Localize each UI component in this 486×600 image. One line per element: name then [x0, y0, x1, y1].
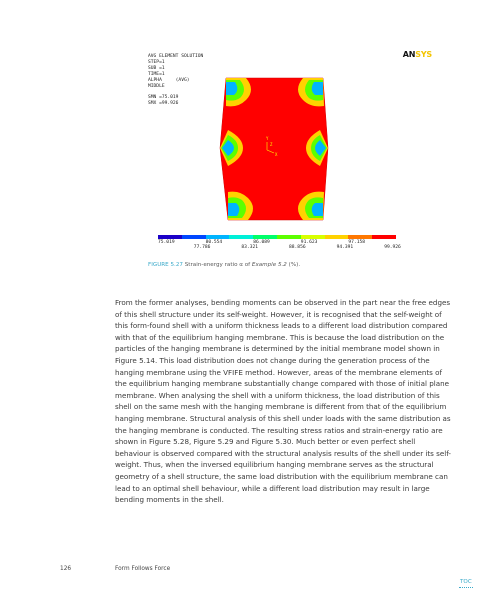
colorbar-swatch	[348, 235, 372, 239]
colorbar-bottom-label: 83.321	[241, 245, 258, 250]
colorbar-swatch	[253, 235, 277, 239]
contour-plot	[148, 50, 448, 235]
colorbar-bottom-label: 94.391	[336, 245, 354, 250]
body-paragraph: From the former analyses, bending moments can be observed in the part near the free edges of this shell structure under its self-weight. However, it is recognised that the self-weight of this form-found shell with a uniform thickness leads to a different load distribution compared with that of the equilibrium hanging membrane. This is because the load distribution on the particles of the hanging membrane is determined by the initial membrane model shown in Figure 5.14. This load distribution does not change during the generation process of the hanging membrane using the VFIFE method. However, areas of the membrane elements of the equilibrium hanging membrane substantially change compared with those of initial plane membrane. When analysing the shell with a uniform thickness, the load distribution of this shell on the same mesh with the hanging membrane is different from that of the equilibrium hanging membrane. Structural analysis of this shell under loads with the same distribution as the hanging membrane is conducted. The resulting stress ratios and strain-energy ratio are shown in Figure 5.28, Figure 5.29 and Figure 5.30. Much better or even perfect shell behaviour is observed compared with the structural analysis results of the shell under its self-weight. Thus, when the inversed equilibrium hanging membrane serves as the structural geometry of a shell structure, the same load distribution with the equilibrium membrane can lead to an optimal shell behaviour, while a different load distribution may result in large bending moments in the shell.	[115, 298, 451, 505]
annotation-line: STEP=1	[148, 59, 165, 65]
toc-underline	[459, 587, 473, 588]
annotation-line: TIME=1	[148, 71, 165, 77]
axis-y-label: Y	[266, 136, 269, 141]
ansys-logo: ANSYS	[402, 50, 432, 59]
caption-suffix: (%).	[288, 262, 301, 268]
colorbar-swatch	[206, 235, 230, 239]
colorbar-bottom-label: 77.786	[193, 245, 211, 250]
body-text	[115, 297, 453, 506]
colorbar-swatch	[372, 235, 396, 239]
annotation-line: SUB =1	[148, 65, 165, 71]
colorbar-top-label: 86.089	[253, 240, 270, 245]
annotation-line: SMN =75.019	[148, 95, 179, 101]
ansys-contour-figure	[148, 50, 448, 258]
figure-caption	[148, 262, 300, 268]
annotation-line: ALPHA (AVG)	[148, 77, 190, 83]
toc-link[interactable]: TOC	[460, 579, 472, 585]
colorbar-swatch	[229, 235, 253, 239]
colorbar-swatch	[277, 235, 301, 239]
annotation-line: AVG ELEMENT SOLUTION	[148, 54, 204, 59]
caption-text: Strain-energy ratio α of	[184, 262, 251, 268]
colorbar-bottom-label: 99.926	[384, 245, 401, 250]
colorbar-top-label: 91.623	[300, 240, 318, 245]
annotation-line: SMX =99.926	[148, 101, 179, 107]
caption-example: Example 5.2	[251, 262, 287, 268]
colorbar-swatch	[158, 235, 182, 239]
colorbar-swatch	[325, 235, 349, 239]
page-number: 126	[60, 566, 72, 572]
colorbar-bottom-label: 88.856	[289, 245, 306, 250]
annotation-line: MIDDLE	[148, 83, 165, 89]
axis-z-label: Z	[270, 142, 273, 147]
colorbar-swatch	[301, 235, 325, 239]
axis-x-label: X	[275, 152, 278, 157]
colorbar-top-label: 97.158	[348, 240, 365, 245]
caption-label: FIGURE 5.27	[148, 262, 183, 268]
book-title: Form Follows Force	[115, 566, 171, 572]
colorbar-top-label: 75.019	[158, 240, 175, 245]
colorbar	[158, 235, 396, 239]
colorbar-swatch	[182, 235, 206, 239]
colorbar-top-label: 80.554	[205, 240, 223, 245]
